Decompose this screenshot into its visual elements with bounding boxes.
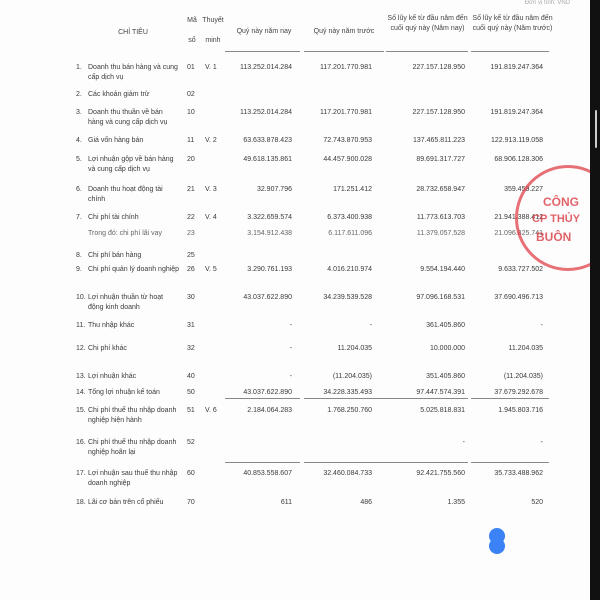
cell-c2: 44.457.900.028 xyxy=(323,156,372,163)
touch-indicator-icon xyxy=(489,538,505,554)
cell-c2: 117.201.770.981 xyxy=(319,64,372,71)
cell-num: 2. xyxy=(76,91,82,98)
cell-c1: 2.184.064.283 xyxy=(247,407,292,414)
cell-num: 4. xyxy=(76,137,82,144)
header-note-2: minh xyxy=(205,37,221,44)
cell-c3: 11.773.613.703 xyxy=(416,214,465,221)
cell-c1: 40.853.558.607 xyxy=(243,470,292,477)
unit-note: Đơn vị tính: VND xyxy=(524,0,570,6)
header-col2: Quý này năm trước xyxy=(313,28,375,35)
cell-c3: 351.405.860 xyxy=(426,373,465,380)
scrollbar-thumb[interactable] xyxy=(595,110,597,148)
cell-note: V. 2 xyxy=(205,137,217,144)
cell-code: 26 xyxy=(187,266,195,273)
cell-code: 60 xyxy=(187,470,195,477)
cell-label: Chi phí thuế thu nhập doanh nghiệp hiện hành xyxy=(88,407,177,424)
cell-c3: 89.691.317.727 xyxy=(416,156,465,163)
cell-c3: 28.732.658.947 xyxy=(416,186,465,193)
cell-label: Các khoản giảm trừ xyxy=(88,91,150,98)
cell-num: 7. xyxy=(76,214,82,221)
cell-c4: 21.096.825.741 xyxy=(494,230,543,237)
cell-code: 10 xyxy=(187,109,195,116)
cell-c3: 1.355 xyxy=(447,499,465,506)
cell-code: 30 xyxy=(187,294,195,301)
header-label: CHỈ TIÊU xyxy=(118,29,148,36)
cell-c1: 63.633.878.423 xyxy=(243,137,292,144)
cell-c1: 3.322.659.574 xyxy=(247,214,292,221)
cell-c1: 113.252.014.284 xyxy=(239,109,292,116)
cell-code: 20 xyxy=(187,156,195,163)
header-col3: Số lũy kế từ đầu năm đến cuối quý này (Năm nay) xyxy=(387,15,468,32)
cell-c4: 11.204.035 xyxy=(508,345,543,352)
header-col1: Quý này năm nay xyxy=(236,28,292,35)
cell-c1: - xyxy=(289,373,292,380)
cell-note: V. 5 xyxy=(205,266,217,273)
cell-code: 70 xyxy=(187,499,195,506)
cell-c1: 49.618.135.861 xyxy=(243,156,292,163)
cell-label: Lợi nhuận sau thuế thu nhập doanh nghiệp xyxy=(88,470,178,487)
cell-code: 01 xyxy=(187,64,195,71)
cell-c1: 113.252.014.284 xyxy=(239,64,292,71)
cell-code: 21 xyxy=(187,186,195,193)
cell-c4: 37.679.292.678 xyxy=(494,389,543,396)
cell-num: 12. xyxy=(76,345,86,352)
cell-c3: - xyxy=(462,439,465,446)
cell-num: 3. xyxy=(76,109,82,116)
cell-c3: 227.157.128.950 xyxy=(412,64,465,71)
cell-note: V. 6 xyxy=(205,407,217,414)
cell-num: 6. xyxy=(76,186,82,193)
cell-c2: 34.228.335.493 xyxy=(323,389,372,396)
cell-c2: 6.117.611.096 xyxy=(328,230,372,237)
cell-label: Trong đó: chi phí lãi vay xyxy=(88,230,163,237)
cell-code: 32 xyxy=(187,345,195,352)
cell-c4: 9.633.727.502 xyxy=(498,266,543,273)
cell-code: 31 xyxy=(187,322,195,329)
cell-c4: 359.459.227 xyxy=(504,186,543,193)
cell-c4: 520 xyxy=(531,499,543,506)
cell-label: Lợi nhuận gộp về bán hàng và cung cấp dịch vụ xyxy=(88,156,174,173)
cell-c2: 72.743.870.953 xyxy=(323,137,372,144)
cell-c2: 486 xyxy=(360,499,372,506)
cell-c2: 171.251.412 xyxy=(333,186,372,193)
cell-code: 22 xyxy=(187,214,195,221)
cell-label: Chi phí thuế thu nhập doanh nghiệp hoãn lại xyxy=(88,439,177,456)
scrollbar-track[interactable] xyxy=(590,0,600,600)
cell-label: Chi phí bán hàng xyxy=(88,252,142,259)
cell-label: Tổng lợi nhuận kế toán xyxy=(88,389,160,396)
cell-label: Lãi cơ bản trên cổ phiếu xyxy=(88,499,164,506)
cell-c2: 34.239.539.528 xyxy=(323,294,372,301)
cell-code: 23 xyxy=(187,230,195,237)
cell-label: Chi phí tài chính xyxy=(88,214,139,221)
cell-num: 17. xyxy=(76,470,86,477)
cell-c4: 37.690.496.713 xyxy=(494,294,543,301)
cell-c1: 43.037.622.890 xyxy=(243,294,292,301)
cell-c4: - xyxy=(540,439,543,446)
cell-c1: 32.907.796 xyxy=(256,186,292,193)
cell-c2: 6.373.400.938 xyxy=(327,214,372,221)
header-code-1: Mã xyxy=(187,17,197,24)
cell-num: 16. xyxy=(76,439,86,446)
cell-c3: 97.096.168.531 xyxy=(416,294,465,301)
cell-num: 9. xyxy=(76,266,82,273)
cell-code: 25 xyxy=(187,252,195,259)
cell-c4: 35.733.488.962 xyxy=(494,470,543,477)
cell-c4: 122.913.119.058 xyxy=(490,137,543,144)
cell-num: 15. xyxy=(76,407,86,414)
cell-label: Chi phí quản lý doanh nghiệp xyxy=(88,266,180,273)
cell-c3: 227.157.128.950 xyxy=(412,109,465,116)
cell-c4: 191.819.247.364 xyxy=(490,64,543,71)
cell-c2: 117.201.770.981 xyxy=(319,109,372,116)
cell-c3: 97.447.574.391 xyxy=(416,389,465,396)
header-code-2: số xyxy=(188,37,196,44)
cell-note: V. 3 xyxy=(205,186,217,193)
cell-code: 40 xyxy=(187,373,195,380)
cell-c1: 43.037.622.890 xyxy=(243,389,292,396)
cell-c2: (11.204.035) xyxy=(332,373,372,380)
cell-c4: 68.906.128.306 xyxy=(494,156,543,163)
cell-label: Lợi nhuận khác xyxy=(88,373,137,380)
cell-c3: 92.421.755.560 xyxy=(416,470,465,477)
cell-code: 02 xyxy=(187,91,195,98)
cell-num: 5. xyxy=(76,156,82,163)
cell-c1: - xyxy=(289,345,292,352)
cell-c2: - xyxy=(369,322,372,329)
cell-c4: 1.945.803.716 xyxy=(498,407,543,414)
cell-num: 14. xyxy=(76,389,86,396)
cell-label: Thu nhập khác xyxy=(88,322,135,329)
cell-code: 52 xyxy=(187,439,195,446)
cell-c2: 4.016.210.974 xyxy=(327,266,372,273)
cell-label: Doanh thu thuần về bán hàng và cung cấp dịch vụ xyxy=(88,109,168,126)
cell-note: V. 1 xyxy=(205,64,217,71)
cell-num: 10. xyxy=(76,294,86,301)
cell-c4: (11.204.035) xyxy=(503,373,543,380)
cell-num: 13. xyxy=(76,373,86,380)
cell-code: 50 xyxy=(187,389,195,396)
cell-c1: - xyxy=(289,322,292,329)
cell-c1: 3.154.912.438 xyxy=(247,230,292,237)
header-col4: Số lũy kế từ đầu năm đến cuối quý này (Năm trước) xyxy=(472,15,553,32)
header-note-1: Thuyết xyxy=(202,17,224,24)
cell-code: 11 xyxy=(187,137,195,144)
cell-label: Lợi nhuận thuần từ hoạt động kinh doanh xyxy=(88,294,164,311)
cell-num: 18. xyxy=(76,499,86,506)
cell-num: 8. xyxy=(76,252,82,259)
cell-c3: 361.405.860 xyxy=(426,322,465,329)
cell-c3: 10.000.000 xyxy=(429,345,465,352)
cell-c3: 11.379.057.528 xyxy=(416,230,465,237)
cell-code: 51 xyxy=(187,407,195,414)
cell-num: 11. xyxy=(76,322,86,329)
cell-c4: 191.819.247.364 xyxy=(490,109,543,116)
cell-label: Doanh thu hoạt động tài chính xyxy=(88,186,163,203)
cell-c3: 137.465.811.223 xyxy=(412,137,465,144)
cell-note: V. 4 xyxy=(205,214,217,221)
cell-label: Giá vốn hàng bán xyxy=(88,137,144,144)
cell-c2: 32.460.084.733 xyxy=(323,470,372,477)
cell-c3: 9.554.194.440 xyxy=(420,266,465,273)
cell-c3: 5.025.818.831 xyxy=(420,407,465,414)
cell-c2: 11.204.035 xyxy=(337,345,372,352)
cell-c1: 3.290.761.193 xyxy=(247,266,292,273)
cell-c2: 1.768.250.760 xyxy=(327,407,372,414)
cell-c1: 611 xyxy=(280,499,292,506)
cell-label: Chi phí khác xyxy=(88,345,127,352)
cell-c4: 21.941.388.412 xyxy=(494,214,543,221)
company-stamp: CÔNG CP THỦY BUÔN xyxy=(515,165,600,271)
cell-label: Doanh thu bán hàng và cung cấp dịch vụ xyxy=(88,64,178,81)
cell-num: 1. xyxy=(76,64,82,71)
cell-c4: - xyxy=(540,322,543,329)
